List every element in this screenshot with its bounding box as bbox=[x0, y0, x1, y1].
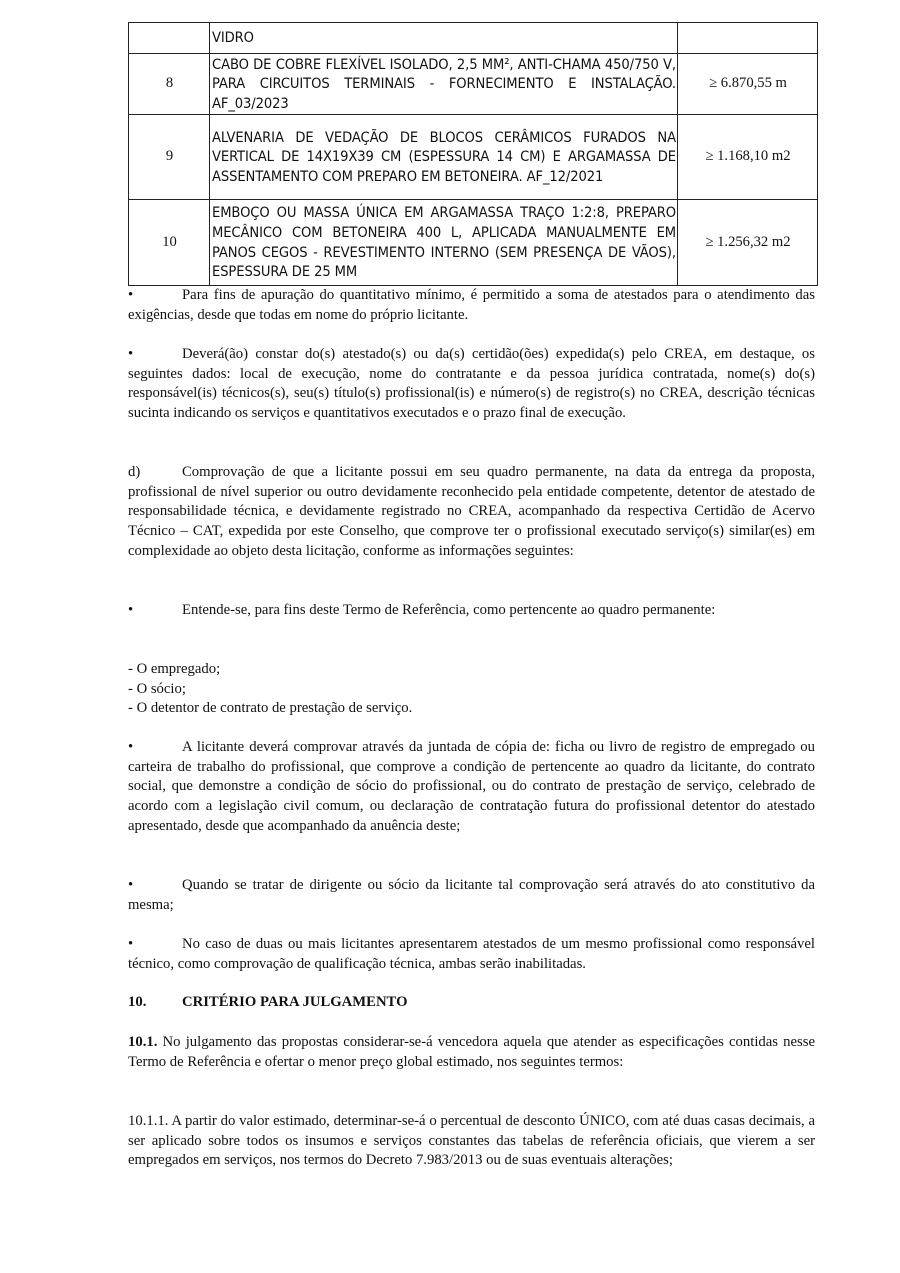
item-quantity-cell bbox=[678, 23, 818, 54]
item-description: CABO DE COBRE FLEXÍVEL ISOLADO, 2,5 MM², ANTI-CHAMA 450/750 V, PARA CIRCUITOS TERMINAIS - FORNECIMENTO E INSTALAÇÃO. AF_03/2023 bbox=[212, 55, 676, 112]
paragraph-director-partner bbox=[128, 876, 815, 915]
item-number-cell: 10 bbox=[129, 200, 210, 286]
paragraph-text: Comprovação de que a licitante possui em seu quadro permanente, na data da entrega da proposta, profissional de nível superior ou outro devidamente reconhecido pela entidade competente, detentor de atestado de responsabilidade técnica, e devidamente registrado no CREA, acompanhado da respectiva Certidão de Acervo Técnico – CAT, expedida por este Conselho, que comprove ter o profissional executado serviço(s) similar(es) em complexidade ao objeto desta licitação, conforme as informações seguintes: bbox=[128, 464, 815, 559]
list-item: - O detentor de contrato de prestação de serviço. bbox=[128, 700, 413, 717]
paragraph-sum-of-certificates bbox=[128, 286, 815, 325]
paragraph-text: Para fins de apuração do quantitativo mínimo, é permitido a soma de atestados para o atendimento das exigências, desde que todas em nome do próprio licitante. bbox=[128, 287, 815, 323]
clause-10-1 bbox=[128, 1033, 815, 1072]
paragraph-item-d bbox=[128, 463, 815, 562]
clause-10-1-1 bbox=[128, 1112, 815, 1171]
item-d-marker: d) bbox=[128, 464, 141, 480]
item-description-cell bbox=[210, 200, 678, 286]
item-description-cell bbox=[210, 54, 678, 115]
table-row bbox=[129, 200, 818, 286]
bullet-icon: • bbox=[128, 346, 134, 362]
table-row bbox=[129, 54, 818, 115]
clause-label: 10.1. bbox=[128, 1034, 158, 1050]
list-item: - O sócio; bbox=[128, 680, 186, 697]
bullet-icon: • bbox=[128, 287, 134, 303]
section-title: CRITÉRIO PARA JULGAMENTO bbox=[182, 994, 408, 1010]
item-number-cell bbox=[129, 23, 210, 54]
bullet-icon: • bbox=[128, 739, 134, 755]
services-table bbox=[128, 22, 818, 286]
list-item: - O empregado; bbox=[128, 661, 221, 677]
paragraph-text: Entende-se, para fins deste Termo de Referência, como pertencente ao quadro permanente: bbox=[182, 602, 716, 618]
item-description-cell bbox=[210, 115, 678, 200]
section-number: 10. bbox=[128, 994, 147, 1010]
clause-text: 10.1.1. A partir do valor estimado, determinar-se-á o percentual de desconto ÚNICO, com até duas casas decimais, a ser aplicado sobre todos os insumos e serviços constantes das tabelas de referência oficiais, que vierem a ser empregados em serviços, nos termos do Decreto 7.983/2013 ou de suas eventuais alterações; bbox=[128, 1113, 815, 1169]
paragraph-permanent-staff bbox=[128, 601, 815, 621]
section-10-heading bbox=[128, 994, 408, 1011]
table-row bbox=[129, 115, 818, 200]
paragraph-text: No caso de duas ou mais licitantes apresentarem atestados de um mesmo profissional como responsável técnico, como comprovação de qualificação técnica, ambas serão inabilitadas. bbox=[128, 936, 815, 972]
clause-text: No julgamento das propostas considerar-se-á vencedora aquela que atender as especificações contidas nesse Termo de Referência e ofertar o menor preço global estimado, nos seguintes termos: bbox=[128, 1034, 815, 1070]
item-description-cell bbox=[210, 23, 678, 54]
paragraph-text: Deverá(ão) constar do(s) atestado(s) ou da(s) certidão(ões) expedida(s) pelo CREA, em destaque, os seguintes dados: local de execução, nome do contratante e da pessoa jurídica contratada, nome(s) do(s) responsável(is) técnicos(s), seu(s) título(s) profissional(is) e número(s) de registro(s) no CREA, descrição técnicas sucinta indicando os serviços e quantitativos executados e o prazo final de execução. bbox=[128, 346, 815, 422]
bullet-icon: • bbox=[128, 602, 134, 618]
bullet-icon: • bbox=[128, 936, 134, 952]
paragraph-proof-documents bbox=[128, 738, 815, 837]
paragraph-required-data bbox=[128, 345, 815, 424]
bullet-icon: • bbox=[128, 877, 134, 893]
paragraph-same-professional bbox=[128, 935, 815, 974]
item-quantity-cell: ≥ 1.168,10 m2 bbox=[678, 115, 818, 200]
item-description: ALVENARIA DE VEDAÇÃO DE BLOCOS CERÂMICOS FURADOS NA VERTICAL DE 14X19X39 CM (ESPESSURA 14 CM) E ARGAMASSA DE ASSENTAMENTO COM PREPARO EM BETONEIRA. AF_12/2021 bbox=[212, 128, 676, 185]
item-number-cell: 8 bbox=[129, 54, 210, 115]
item-description: EMBOÇO OU MASSA ÚNICA EM ARGAMASSA TRAÇO 1:2:8, PREPARO MECÂNICO COM BETONEIRA 400 L, APLICADA MANUALMENTE EM PANOS CEGOS - REVESTIMENTO INTERNO (SEM PRESENÇA DE VÃOS), ESPESSURA DE 25 MM bbox=[212, 204, 676, 281]
item-quantity-cell: ≥ 6.870,55 m bbox=[678, 54, 818, 115]
item-description: VIDRO bbox=[212, 29, 254, 47]
item-quantity-cell: ≥ 1.256,32 m2 bbox=[678, 200, 818, 286]
paragraph-text: A licitante deverá comprovar através da juntada de cópia de: ficha ou livro de registro de empregado ou carteira de trabalho do profissional, que comprove a condição de pertencente ao quadro da licitante, do contrato social, que demonstre a condição de sócio do profissional, ou do contrato de prestação de serviço, celebrado de acordo com a legislação civil comum, ou declaração de contratação futura do profissional detentor do atestado apresentado, desde que acompanhado da anuência deste; bbox=[128, 739, 815, 834]
table-row bbox=[129, 23, 818, 54]
permanent-staff-list bbox=[128, 660, 815, 719]
item-number-cell: 9 bbox=[129, 115, 210, 200]
paragraph-text: Quando se tratar de dirigente ou sócio da licitante tal comprovação será através do ato constitutivo da mesma; bbox=[128, 877, 815, 913]
